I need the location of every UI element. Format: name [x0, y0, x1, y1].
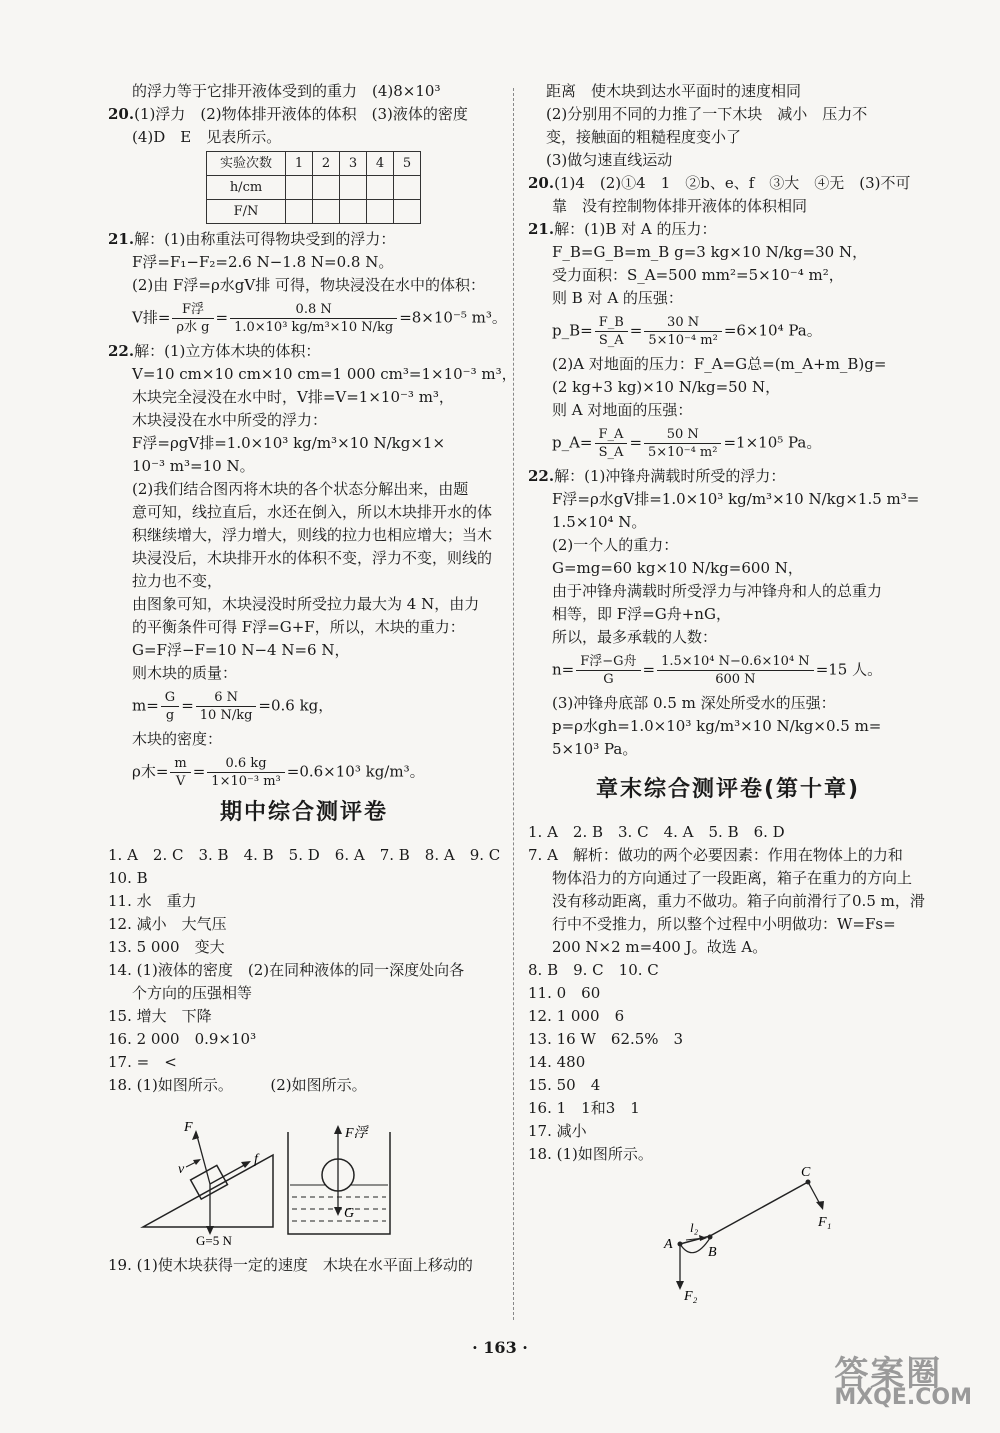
text-line: 1.5×10⁴ N。	[552, 513, 647, 531]
answer-line: 行中不受推力，所以整个过程中小明做功：W=Fs=	[552, 915, 896, 933]
question-number: 22.	[528, 467, 555, 485]
point-A-label: A	[664, 1237, 673, 1252]
answer-line: 14. 480	[528, 1053, 586, 1071]
answer-line: 19. (1)使木块获得一定的速度 木块在水平面上移动的	[108, 1256, 473, 1274]
text-line: (2)一个人的重力：	[552, 536, 679, 554]
page-number: · 163 ·	[472, 1338, 528, 1357]
text-line: G=F浮−F=10 N−4 N=6 N，	[132, 641, 350, 659]
answer-line: 17. 减小	[528, 1122, 587, 1140]
text-line: (2)我们结合图丙将木块的各个状态分解出来，由题	[132, 480, 469, 498]
answer-line: 16. 2 000 0.9×10³	[108, 1030, 257, 1048]
text-line: (2 kg+3 kg)×10 N/kg=50 N，	[552, 378, 781, 396]
text-line: 由图象可知，木块浸没时所受拉力最大为 4 N，由力	[132, 595, 480, 613]
answer-line: 1. A 2. C 3. B 4. B 5. D 6. A 7. B 8. A 9. C	[108, 846, 501, 864]
answer-line: 7. A 解析：做功的两个必要因素：作用在物体上的力和	[528, 846, 903, 864]
equation: V排= $\frac{\text{F浮}}{\text{ρ水 g}}$ = $\frac{0.8 N}{\text{1.0×10³ kg/m³×10 N/kg}}$ =8×10⁻⁵ m³。	[132, 302, 507, 335]
text-line: 5×10³ Pa。	[552, 740, 638, 758]
text-line: 木块浸没在水中所受的浮力：	[132, 411, 328, 429]
table-row-label: h/cm	[207, 176, 286, 200]
answer-line: 200 N×2 m=400 J。故选 A。	[552, 938, 768, 956]
answer-text: 解：(1)由称重法可得物块受到的浮力：	[134, 230, 396, 248]
text-line: 积继续增大，浮力增大，则线的拉力也相应增大；当木	[132, 526, 493, 544]
text-line: 拉力也不变，	[132, 572, 223, 590]
text-line: 由于冲锋舟满载时所受浮力与冲锋舟和人的总重力	[552, 582, 883, 600]
answer-text: (1)4 (2)①4 1 ②b、e、f ③大 ④无 (3)不可	[554, 174, 911, 192]
force-diagrams	[108, 1097, 500, 1247]
gravity-label: G=5 N	[196, 1233, 232, 1247]
column-divider	[513, 88, 514, 1320]
text-line: p=ρ水gh=1.0×10³ kg/m³×10 N/kg×0.5 m=	[552, 717, 882, 735]
text-line: (2)由 F浮=ρ水gV排 可得，物块浸没在水中的体积：	[132, 276, 486, 294]
right-column	[528, 80, 928, 1323]
text-line: (2)分别用不同的力推了一下木块 减小 压力不	[546, 105, 868, 123]
question-number: 21.	[108, 230, 135, 248]
text-line: 的平衡条件可得 F浮=G+F，所以，木块的重力：	[132, 618, 465, 636]
text-line: F浮=ρ水gV排=1.0×10³ kg/m³×10 N/kg×1.5 m³=	[552, 490, 920, 508]
answer-line: 没有移动距离，重力不做功。箱子向前滑行了0.5 m，滑	[552, 892, 925, 910]
text-line: 10⁻³ m³=10 N。	[132, 457, 255, 475]
section-title: 章末综合测评卷(第十章)	[595, 777, 861, 802]
answer-line: 16. 1 1和3 1	[528, 1099, 640, 1117]
answer-line: 8. B 9. C 10. C	[528, 961, 659, 979]
text-line: 变，接触面的粗糙程度变小了	[546, 128, 742, 146]
answer-line: 12. 减小 大气压	[108, 915, 227, 933]
point-C-label: C	[801, 1166, 811, 1180]
table-row-label: F/N	[207, 200, 286, 224]
table-col-3: 3	[340, 152, 367, 176]
answer-line: 个方向的压强相等	[132, 984, 253, 1002]
point-B-label: B	[708, 1245, 717, 1260]
text-line: (4)D E 见表所示。	[132, 128, 282, 146]
left-column	[108, 80, 517, 1277]
text-line: 意可知，线拉直后，水还在倒入，所以木块排开水的体	[132, 503, 493, 521]
answer-text: 解：(1)立方体木块的体积：	[134, 342, 321, 360]
text-line: (3)做匀速直线运动	[546, 151, 673, 169]
text-line: 木块的密度：	[132, 730, 223, 748]
table-col-1: 1	[286, 152, 313, 176]
text-line: (3)冲锋舟底部 0.5 m 深处所受水的压强：	[552, 694, 836, 712]
text-line: F_B=G_B=m_B g=3 kg×10 N/kg=30 N，	[552, 243, 868, 261]
answer-text: (1)浮力 (2)物体排开液体的体积 (3)液体的密度	[134, 105, 468, 123]
force-F2-label: F₂	[684, 1289, 698, 1304]
equation: ρ木= $\frac{m}{V}$ = $\frac{0.6 kg}{\text{1×10⁻³ m³}}$ =0.6×10³ kg/m³。	[132, 756, 425, 789]
table-col-5: 5	[394, 152, 421, 176]
answer-line: 15. 增大 下降	[108, 1007, 212, 1025]
equation: m= $\frac{G}{g}$ = $\frac{6 N}{10 N/kg}$ =0.6 kg，	[132, 690, 334, 723]
text-line: 则木块的质量：	[132, 664, 238, 682]
question-number: 20.	[108, 105, 135, 123]
answer-text: 解：(1)冲锋舟满载时所受的浮力：	[554, 467, 786, 485]
incline-figure	[143, 1120, 273, 1247]
answer-line: 13. 16 W 62.5% 3	[528, 1030, 684, 1048]
text-line: F浮=F₁−F₂=2.6 N−1.8 N=0.8 N。	[132, 253, 394, 271]
answer-text: 解：(1)B 对 A 的压力：	[554, 220, 717, 238]
equation: p_B= $\frac{F\_B}{S\_A}$ = $\frac{30 N}{\text{5×10⁻⁴ m²}}$ =6×10⁴ Pa。	[552, 315, 822, 348]
text-line: 块浸没后，木块排开水的体积不变，浮力不变，则线的	[132, 549, 493, 567]
watermark-logo	[834, 1354, 972, 1410]
answer-line: 10. B	[108, 869, 148, 887]
answer-line: 11. 水 重力	[108, 892, 197, 910]
text-line: 的浮力等于它排开液体受到的重力 (4)8×10³	[132, 82, 441, 100]
answer-line: 14. (1)液体的密度 (2)在同种液体的同一深度处向各	[108, 961, 465, 979]
force-F1-label: F₁	[818, 1215, 832, 1230]
section-title: 期中综合测评卷	[219, 800, 388, 825]
answer-line: 11. 0 60	[528, 984, 601, 1002]
gravity-label: G	[344, 1206, 355, 1221]
buoyancy-label: F浮	[345, 1126, 368, 1141]
watermark-url: MXQE.COM	[834, 1385, 972, 1410]
text-line: 距离 使木块到达水平面时的速度相同	[546, 82, 802, 100]
answer-line: 17. = <	[108, 1053, 177, 1071]
answer-line: 物体沿力的方向通过了一段距离，箱子在重力的方向上	[552, 869, 913, 887]
text-line: V=10 cm×10 cm×10 cm=1 000 cm³=1×10⁻³ m³，	[132, 365, 517, 383]
table-col-2: 2	[313, 152, 340, 176]
force-label-F: F	[184, 1120, 193, 1135]
question-number: 21.	[528, 220, 555, 238]
text-line: 所以，最多承载的人数：	[552, 628, 718, 646]
watermark-text: 答案圈	[834, 1354, 943, 1394]
equation: p_A= $\frac{F\_A}{S\_A}$ = $\frac{50 N}{\text{5×10⁻⁴ m²}}$ =1×10⁵ Pa。	[552, 427, 822, 460]
answer-line: 18. (1)如图所示。 (2)如图所示。	[108, 1076, 367, 1094]
answer-line: 18. (1)如图所示。	[528, 1145, 653, 1163]
text-line: (2)A 对地面的压力：F_A=G总=(m_A+m_B)g=	[552, 355, 887, 373]
text-line: F浮=ρgV排=1.0×10³ kg/m³×10 N/kg×1×	[132, 434, 446, 452]
text-line: 则 B 对 A 的压强：	[552, 289, 683, 307]
text-line: 木块完全浸没在水中时，V排=V=1×10⁻³ m³，	[132, 388, 454, 406]
table-col-4: 4	[367, 152, 394, 176]
velocity-label: v	[178, 1162, 185, 1177]
question-number: 22.	[108, 342, 135, 360]
arm-l2-label: l₂	[690, 1220, 699, 1235]
text-line: 相等，即 F浮=G舟+nG，	[552, 605, 731, 623]
friction-label: f	[254, 1152, 258, 1167]
answer-line: 12. 1 000 6	[528, 1007, 625, 1025]
table-header-cell: 实验次数	[207, 152, 286, 176]
text-line: 靠 没有控制物体排开液体的体积相同	[552, 197, 808, 215]
text-line: 则 A 对地面的压强：	[552, 401, 693, 419]
answer-line: 15. 50 4	[528, 1076, 601, 1094]
text-line: 受力面积：S_A=500 mm²=5×10⁻⁴ m²，	[552, 266, 844, 284]
text-line: G=mg=60 kg×10 N/kg=600 N，	[552, 559, 803, 577]
answer-line: 1. A 2. B 3. C 4. A 5. B 6. D	[528, 823, 785, 841]
lever-diagram	[528, 1166, 928, 1316]
experiment-table	[206, 151, 421, 224]
equation: n= $\frac{\text{F浮−G舟}}{G}$ = $\frac{\text{1.5×10⁴ N−0.6×10⁴ N}}{600 N}$ =15 人。	[552, 654, 883, 687]
floating-ball-figure	[288, 1125, 390, 1234]
question-number: 20.	[528, 174, 555, 192]
answer-line: 13. 5 000 变大	[108, 938, 225, 956]
